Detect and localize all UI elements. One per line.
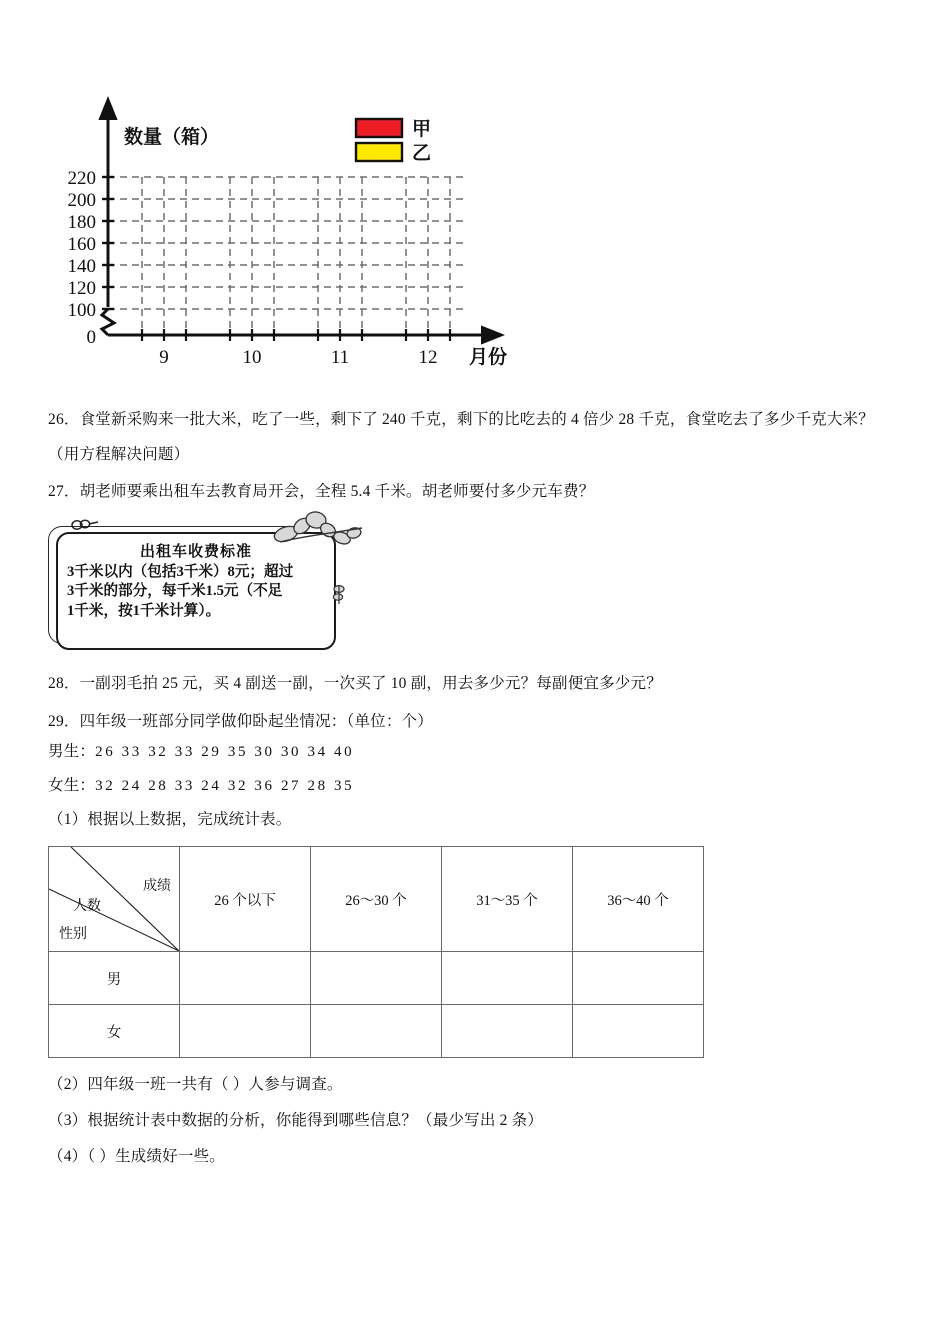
answer-cell-female-2[interactable]: [442, 1005, 573, 1058]
legend-label-yi: 乙: [412, 143, 432, 164]
corner-label-score: 成绩: [143, 879, 171, 894]
y-tick-label: 120: [67, 278, 96, 299]
taxi-card-rule-line2: 3千米的部分，每千米1.5元（不足: [67, 583, 283, 600]
y-tick-label: 200: [67, 190, 96, 211]
question-29-boys-row: [48, 740, 354, 764]
corner-label-gender: 性别: [59, 927, 87, 942]
legend-label-jia: 甲: [412, 119, 432, 140]
table-row: [49, 1005, 704, 1058]
girls-label: 女生：: [48, 777, 96, 794]
taxi-card-title: 出租车收费标准: [139, 544, 252, 560]
y-tick-labels: [68, 168, 97, 348]
legend-swatch-yi: [356, 143, 402, 161]
row-label-female: 女: [49, 1005, 180, 1058]
answer-cell-female-0[interactable]: [180, 1005, 311, 1058]
y-axis-title: 数量（箱）: [124, 127, 220, 148]
taxi-card-rule-line3: 1千米，按1千米计算）。: [67, 602, 221, 619]
answer-cell-male-1[interactable]: [311, 952, 442, 1005]
axis-break-zigzag: [102, 309, 114, 335]
row-label-male: 男: [49, 952, 180, 1005]
vertical-gridlines: [142, 177, 450, 333]
taxi-card-inner-frame: [56, 532, 336, 650]
x-tick-label: 10: [242, 347, 262, 368]
y-tick-label: 180: [67, 212, 96, 233]
question-29-sub1: （1）根据以上数据，完成统计表。: [48, 811, 292, 828]
y-tick-label: 0: [86, 327, 96, 348]
table-header-row: [49, 847, 704, 952]
taxi-card-rule-line1: 3千米以内（包括3千米）8元；超过: [67, 564, 294, 580]
question-29-intro: 29．四年级一班部分同学做仰卧起坐情况：（单位：个）: [48, 713, 433, 730]
y-tick-label: 140: [67, 256, 96, 277]
chart-svg: [52, 95, 522, 370]
question-29-sub2: （2）四年级一班一共有（ ）人参与调查。: [48, 1076, 343, 1093]
boys-label: 男生：: [48, 743, 96, 760]
table-corner-header-cell: [49, 847, 180, 952]
corner-label-count: 人数: [73, 899, 101, 914]
x-axis-title: 月份: [468, 347, 508, 368]
girls-values: 32 24 28 33 24 32 36 27 28 35: [95, 778, 355, 794]
horizontal-gridlines: [108, 177, 464, 309]
chart-legend: [356, 118, 431, 164]
column-header-3: 36～40 个: [573, 847, 704, 952]
question-26-line1: 26．食堂新采购来一批大米，吃了一些，剩下了 240 千克，剩下的比吃去的 4 倍少 28 千克，食堂吃去了多少千克大米？: [48, 411, 874, 428]
column-header-1: 26～30 个: [311, 847, 442, 952]
x-tick-label: 12: [418, 347, 438, 368]
answer-cell-male-2[interactable]: [442, 952, 573, 1005]
answer-cell-male-0[interactable]: [180, 952, 311, 1005]
bar-chart-figure: [52, 95, 522, 370]
y-tick-label: 220: [67, 168, 96, 189]
question-26-line2: （用方程解决问题）: [48, 446, 190, 463]
x-tick-labels: [159, 347, 437, 368]
question-29-sub4: （4）（ ）生成绩好一些。: [48, 1148, 225, 1165]
answer-cell-female-3[interactable]: [573, 1005, 704, 1058]
x-tick-label: 11: [330, 347, 350, 368]
answer-cell-male-3[interactable]: [573, 952, 704, 1005]
column-header-2: 31～35 个: [442, 847, 573, 952]
x-tick-label: 9: [159, 347, 169, 368]
legend-swatch-jia: [356, 119, 402, 137]
question-29-girls-row: [48, 774, 354, 798]
column-header-0: 26 个以下: [180, 847, 311, 952]
y-tick-label: 160: [67, 234, 96, 255]
sit-up-statistics-table: [48, 846, 704, 1058]
y-tick-label: 100: [67, 300, 96, 321]
table-row: [49, 952, 704, 1005]
taxi-fare-card: [48, 522, 336, 650]
boys-values: 26 33 32 33 29 35 30 30 34 40: [95, 744, 355, 760]
answer-cell-female-1[interactable]: [311, 1005, 442, 1058]
question-27: 27．胡老师要乘出租车去教育局开会，全程 5.4 千米。胡老师要付多少元车费？: [48, 483, 595, 500]
question-28: 28．一副羽毛拍 25 元，买 4 副送一副，一次买了 10 副，用去多少元？每副便宜多少元？: [48, 675, 662, 692]
question-29-sub3: （3）根据统计表中数据的分析，你能得到哪些信息？（最少写出 2 条）: [48, 1112, 544, 1129]
